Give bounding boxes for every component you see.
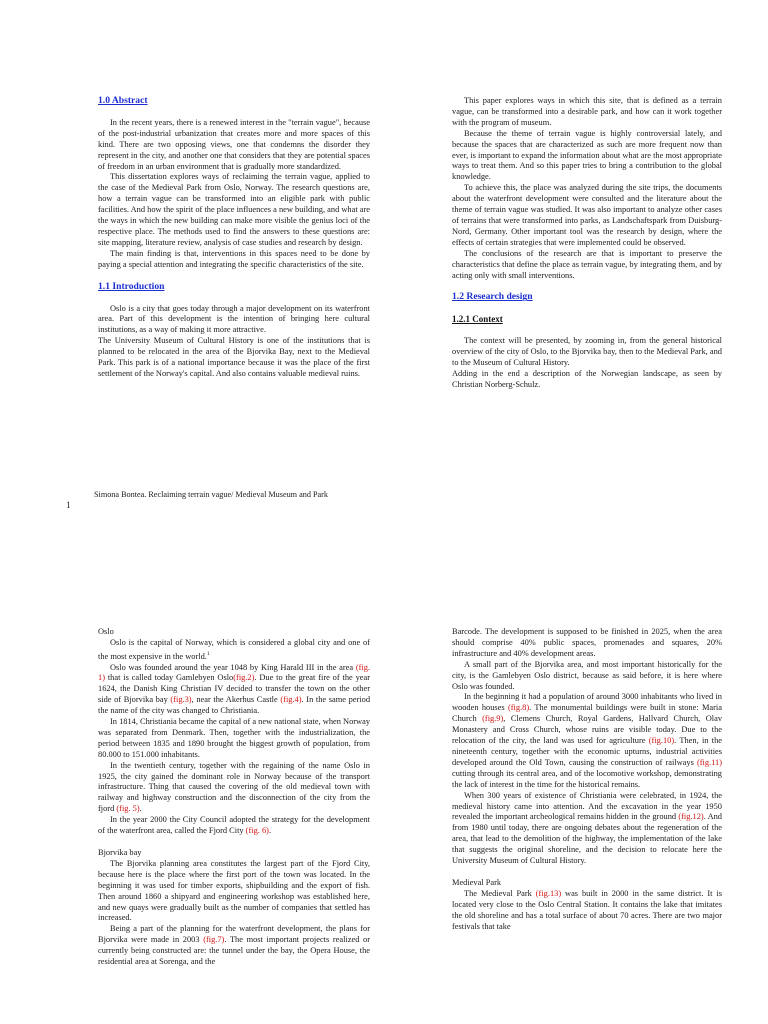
paragraph-text: . In the same period the name of the city was changed to Christiania. — [98, 695, 371, 716]
context-heading: 1.2.1 Context — [452, 314, 503, 325]
page1-left-column — [98, 96, 370, 380]
figure-reference[interactable]: (fig.10) — [648, 736, 675, 746]
paragraph-text: Oslo is the capital of Norway, which is considered a global city and one of the most expensive in the world. — [98, 637, 370, 661]
figure-reference[interactable]: (fig.13) — [535, 888, 562, 898]
figure-reference[interactable]: (fig.2) — [233, 673, 255, 683]
paragraph-text: . Due to the great fire of the year 1624, the Danish King Christian IV decided to transfer the town on the other side of Bjorvika bay — [98, 673, 370, 705]
section-title-bjorvika: Bjorvika bay — [98, 848, 142, 858]
figure-reference[interactable]: (fig.3) — [170, 695, 192, 705]
introduction-paragraph: Oslo is a city that goes today through a major development on its waterfront area. Part of this development is the intention of bringing here cultural institutions, as a way of making it more attractive. — [98, 303, 370, 335]
page-number: 1 — [66, 500, 71, 510]
body-paragraph — [98, 663, 370, 718]
introduction-heading[interactable]: 1.1 Introduction — [98, 280, 165, 292]
body-paragraph: A small part of the Bjorvika area, and most important historically for the city, is the Gamlebyen Oslo district, because as said before, it is here where Oslo was founded. — [452, 659, 722, 691]
page-footer: Simona Bontea. Reclaiming terrain vague/ Medieval Museum and Park — [94, 490, 328, 499]
paragraph-text: In the year 2000 the City Council adopted the strategy for the development of the waterfront area, called the Fjord City — [98, 815, 370, 836]
figure-reference[interactable]: (fig. 6) — [245, 826, 269, 836]
body-paragraph: This paper explores ways in which this site, that is defined as a terrain vague, can be transformed into a desirable park, and how can it work together with the program of museum. — [452, 96, 722, 127]
body-paragraph — [98, 815, 370, 837]
section-title-medieval-park: Medieval Park — [452, 877, 502, 887]
paragraph-text: was built in 2000 in the same district. It is located very close to the Oslo Central Station. It contains the lake that imitates the old shoreline and has a total surface of about 70 acres. There are two major festivals that take — [452, 888, 722, 931]
figure-reference[interactable]: (fig.8) — [507, 703, 530, 713]
body-paragraph — [452, 692, 722, 790]
paragraph-text: that is called today Gamlebyen Oslo — [104, 673, 234, 683]
paragraph-text: . — [268, 826, 272, 836]
paragraph-text: , near the Akerhus Castle — [191, 695, 281, 705]
document-page-2 — [0, 568, 768, 1024]
paragraph-text: In the beginning it had a population of around 3000 inhabitants who lived in wooden houses — [452, 692, 722, 713]
paragraph-text: In the twentieth century, together with the regaining of the name Oslo in 1925, the city gained the dominant role in Norway because of the transport infrastructure. Thing that caused the covering of the old medieval town with railway and highway construction and the disconnection of the city from the fjord — [98, 760, 370, 814]
abstract-heading[interactable]: 1.0 Abstract — [98, 95, 148, 106]
body-paragraph: In 1814, Christiania became the capital of a new national state, when Norway was separated from Denmark. Then, together with the industrialization, the period between 1835 and 1890 brought the biggest growth of population, from 80.000 to 151.000 inhabitants. — [98, 717, 371, 759]
body-paragraph: The Bjorvika planning area constitutes the largest part of the Fjord City, because here is the place where the first port of the town was located. In the beginning it was used for timber exports, shipbuilding and the export of fish. Then around 1860 a shipyard and engineering workshop was established here, and new quays were gradually built as the number of companies that settled has increased. — [98, 858, 370, 923]
paragraph-text: The Medieval Park — [464, 888, 536, 898]
abstract-paragraph: In the recent years, there is a renewed interest in the "terrain vague", because of the post-industrial urbanization that creates more and more spaces of this kind. There are two opposing views, one that condemns the disorder they represent in the city, and another one that considers that they are potential spaces of freedom in an urban environment that is gradually more standardized. — [98, 117, 370, 171]
paragraph-text: . The most important projects realized or currently being constructed are: the tunnel under the bay, the Opera House, the residential area at Sorenga, and the — [98, 935, 370, 967]
paragraph-text: . — [139, 804, 142, 814]
body-paragraph — [452, 889, 722, 933]
figure-reference[interactable]: (fig.4) — [280, 695, 302, 705]
body-paragraph — [452, 791, 722, 867]
figure-reference[interactable]: (fig.11) — [696, 757, 722, 767]
body-paragraph — [98, 638, 370, 663]
body-paragraph: Barcode. The development is supposed to be finished in 2025, when the area should comprise 40% public spaces, promenades and squares, 20% infrastructure and 40% development areas. — [452, 627, 722, 658]
paragraph-text: . Then, in the nineteenth century, together with the economic upturns, industrial activities developed around the Old Town, causing the construction of railways — [452, 736, 722, 767]
context-paragraph: Adding in the end a description of the Norwegian landscape, as seen by Christian Norberg-Schulz. — [452, 368, 722, 389]
abstract-paragraph: The main finding is that, interventions in this spaces need to be done by paying a special attention and integrating the specific characteristics of the site. — [98, 248, 370, 269]
paragraph-text: When 300 years of existence of Christiania were celebrated, in 1924, the medieval history came into attention. And the excavation in the year 1950 revealed the important archeological remains hidden in the ground — [452, 790, 722, 822]
figure-reference[interactable]: (fig. 5) — [116, 804, 140, 814]
body-paragraph: To achieve this, the place was analyzed during the site trips, the documents about the waterfront development were consulted and the literature about the theme of terrain vague was studied. It was also important to analyze other cases of terrains that were transformed into parks, as Landschaftspark from Duisburg- Nord, Germany. Other important tool was the research by design, where the effects of certain strategies that were implemented could be observed. — [452, 183, 722, 247]
body-paragraph: The conclusions of the research are that is important to preserve the characteristics that define the place as terrain vague, by integrating them, and by acting only with small interventions. — [452, 248, 722, 280]
page1-right-column — [452, 96, 722, 391]
section-title-oslo: Oslo — [98, 627, 114, 636]
paragraph-text: , Clemens Church, Royal Gardens, Hallvard Church, Olav Monastery and Cross Church, whose ruins are visible today. Due to the relocation of the city, the land was used for agriculture — [452, 714, 723, 746]
figure-reference[interactable]: (fig.9) — [482, 714, 504, 724]
research-design-heading[interactable]: 1.2 Research design — [452, 291, 533, 303]
paragraph-text: . And from 1980 until today, there are ongoing debates about the regeneration of the area, that lead to the demolition of the highway, the implementation of the lake that suggests the original shoreline, and the decision to relocate here the University Museum of Cultural History. — [452, 812, 722, 866]
figure-reference[interactable]: (fig.7) — [203, 935, 225, 945]
paragraph-text: cutting through its central area, and of the locomotive workshop, demonstrating the lack of interest in the time for the historical remains. — [452, 768, 722, 789]
paragraph-text: Oslo was founded around the year 1048 by King Harald III in the area — [110, 662, 356, 672]
introduction-paragraph: The University Museum of Cultural History is one of the institutions that is planned to be relocated in the area of the Bjorvika Bay, next to the Medieval Park. This park is of a national importance because it was the place of the first settlement of the Norway's capital. And also contains valuable medieval ruins. — [98, 336, 370, 378]
page2-right-column — [452, 627, 722, 932]
paragraph-text: . The monumental buildings were built in stone: Maria Church — [452, 703, 722, 724]
footnote-marker[interactable]: 1 — [206, 650, 210, 657]
page2-left-column — [98, 627, 370, 968]
body-paragraph: Because the theme of terrain vague is highly controversial lately, and because the spaces that are characterized as such are more frequent now than ever, is important to expand the information about what are the most appropriate ways to treat them. And so this paper tries to bring a contribution to the global knowledge. — [452, 128, 722, 182]
body-paragraph — [98, 761, 370, 816]
body-paragraph — [98, 924, 370, 968]
abstract-paragraph: This dissertation explores ways of reclaiming the terrain vague, applied to the case of the Medieval Park from Oslo, Norway. The research questions are, how a terrain vague can be transformed into an eligible park with public facilities. And how the spirit of the place influences a new building, and what are the ways in which the new building can make more visible the genius loci of the respective place. The methods used to find the answers to these questions are: site mapping, literature review, analysis of case studies and research by design. — [98, 172, 370, 247]
figure-reference[interactable]: (fig.12) — [678, 812, 704, 822]
paragraph-text: Being a part of the planning for the waterfront development, the plans for Bjorvika were made in 2003 — [98, 924, 370, 945]
figure-reference[interactable]: (fig. 1) — [98, 662, 370, 683]
context-paragraph: The context will be presented, by zooming in, from the general historical overview of the city of Oslo, to the Bjorvika bay, then to the Medieval Park, and to the Museum of Cultural History. — [452, 336, 722, 368]
